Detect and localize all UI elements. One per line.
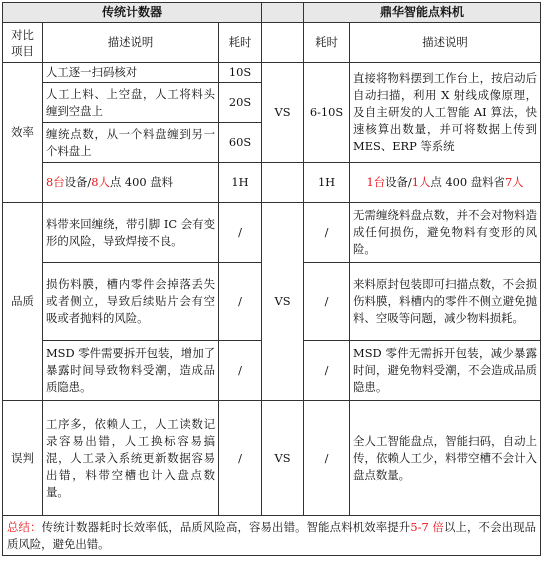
quality-right-3: MSD 零件无需拆开包装，减少暴露时间，避免物料受潮，不会造成品质隐患。: [350, 341, 541, 401]
quality-label: 品质: [3, 203, 43, 401]
header-gap: [262, 23, 304, 63]
quality-time-left-1: /: [219, 203, 262, 263]
quality-time-right-3: /: [304, 341, 350, 401]
efficiency-desc-2: 人工上料、上空盘，人工将料头缠到空盘上: [43, 83, 219, 123]
comparison-sheet: [2, 2, 540, 558]
error-time-right: /: [304, 401, 350, 516]
quality-left-1: 料带来回缠绕，带引脚 IC 会有变形的风险，导致焊接不良。: [43, 203, 219, 263]
right-device-count: 1台: [366, 175, 386, 189]
column-header-row: [3, 23, 541, 63]
quality-time-right-2: /: [304, 263, 350, 341]
quality-left-3: MSD 零件需要拆开包装，增加了暴露时间导致物料受潮，造成品质隐患。: [43, 341, 219, 401]
left-device-word: 设备/: [64, 175, 92, 189]
summary-highlight: 5-7 倍: [410, 519, 444, 534]
title-gap: [262, 3, 304, 23]
efficiency-desc-3: 缠统点数，从一个料盘缠到另一个料盘上: [43, 123, 219, 163]
right-device-word: 设备/: [385, 175, 412, 189]
efficiency-vs: VS: [262, 63, 304, 163]
compare-item-header: 对比项目: [3, 23, 43, 63]
error-right: 全人工智能盘点，智能扫码，自动上传，依赖人工少，料带空槽不会计入盘点数量。: [350, 401, 541, 516]
left-summary-rest: 点 400 盘料: [109, 175, 174, 189]
summary-cell: [3, 516, 541, 556]
comparison-table: [2, 2, 541, 556]
title-row: [3, 3, 541, 23]
summary-text-2: 以上，不会出现品质风险，避免出错。: [7, 519, 537, 551]
left-device-count: 8台: [46, 175, 65, 189]
efficiency-right-time: 6-10S: [304, 63, 350, 163]
quality-left-2: 损伤料膜，槽内零件会掉落丢失或者侧立，导致后续贴片会有空吸或者抛料的风险。: [43, 263, 219, 341]
quality-time-right-1: /: [304, 203, 350, 263]
efficiency-row-1: [3, 63, 541, 83]
quality-time-left-2: /: [219, 263, 262, 341]
desc-header-left: 描述说明: [43, 23, 219, 63]
error-label: 误判: [3, 401, 43, 516]
error-vs: VS: [262, 401, 304, 516]
error-left: 工序多，依赖人工，人工读数记录容易出错，人工换标容易搞混，人工录入系统更新数据容易出错，料带空槽也计入盘点数量。: [43, 401, 219, 516]
efficiency-summary-left: [43, 163, 219, 203]
efficiency-time-1: 10S: [219, 63, 262, 83]
right-title: 鼎华智能点料机: [304, 3, 541, 23]
efficiency-desc-1: 人工逐一扫码核对: [43, 63, 219, 83]
quality-vs: VS: [262, 203, 304, 401]
efficiency-right-desc: 直接将物料摆到工作台上，按启动后自动扫描，利用 X 射线成像原理，及自主研发的人工智能 AI 算法，快速核算出数量，并可将数据上传到 MES、ERP 等系统: [350, 63, 541, 163]
summary-label: 总结：: [7, 519, 42, 534]
quality-right-1: 无需缠绕料盘点数，并不会对物料造成任何损伤，避免物料有变形的风险。: [350, 203, 541, 263]
quality-right-2: 来料原封包装即可扫描点数，不会损伤料膜，料槽内的零件不侧立避免抛料、空吸等问题，减少物料损耗。: [350, 263, 541, 341]
efficiency-label: 效率: [3, 63, 43, 203]
efficiency-summary-right: [350, 163, 541, 203]
right-person-count: 1人: [411, 175, 431, 189]
efficiency-summary-row: [3, 163, 541, 203]
efficiency-summary-right-time: 1H: [304, 163, 350, 203]
time-header-left: 耗时: [219, 23, 262, 63]
efficiency-time-3: 60S: [219, 123, 262, 163]
error-time-left: /: [219, 401, 262, 516]
error-row: [3, 401, 541, 516]
right-summary-rest: 点 400 盘料省: [430, 175, 505, 189]
right-saved-persons: 7人: [504, 175, 524, 189]
summary-row: [3, 516, 541, 556]
efficiency-time-2: 20S: [219, 83, 262, 123]
quality-row-1: [3, 203, 541, 263]
left-person-count: 8人: [91, 175, 110, 189]
quality-time-left-3: /: [219, 341, 262, 401]
summary-text-1: 传统计数器耗时长效率低，品质风险高，容易出错。智能点料机效率提升: [41, 519, 411, 534]
efficiency-summary-gap: [262, 163, 304, 203]
left-title: 传统计数器: [3, 3, 262, 23]
time-header-right: 耗时: [304, 23, 350, 63]
desc-header-right: 描述说明: [350, 23, 541, 63]
efficiency-summary-left-time: 1H: [219, 163, 262, 203]
